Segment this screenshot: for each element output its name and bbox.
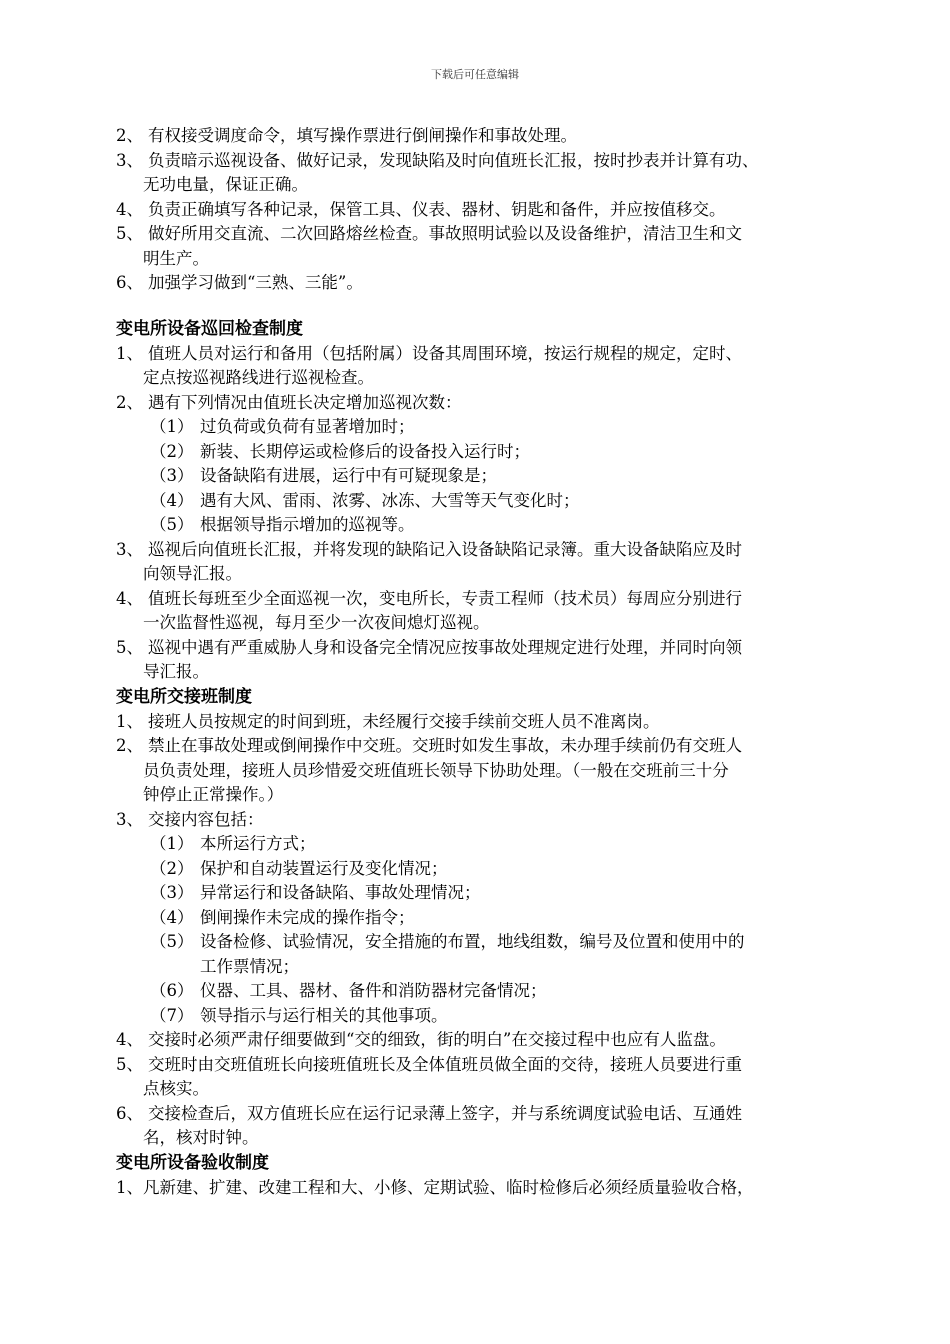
item-number: 5、 bbox=[116, 637, 143, 657]
item-continuation: 导汇报。 bbox=[143, 662, 209, 681]
list-item bbox=[116, 1102, 846, 1127]
item-number: 3、 bbox=[116, 809, 143, 829]
sub-item-text: 异常运行和设备缺陷、事故处理情况； bbox=[200, 883, 481, 902]
list-item bbox=[116, 391, 846, 416]
sub-item-number: （3） bbox=[150, 466, 194, 485]
sub-item bbox=[116, 415, 846, 440]
item-continuation: 定点按巡视路线进行巡视检查。 bbox=[143, 368, 374, 387]
item-continuation: 向领导汇报。 bbox=[143, 564, 242, 583]
item-text: 有权接受调度命令，填写操作票进行倒闸操作和事故处理。 bbox=[148, 126, 577, 145]
sub-item-number: （2） bbox=[150, 441, 194, 461]
sub-item-number: （3） bbox=[150, 883, 194, 902]
item-text: 加强学习做到“三熟、三能”。 bbox=[148, 273, 363, 292]
item-number: 2、 bbox=[116, 736, 143, 755]
sub-item bbox=[116, 1004, 846, 1029]
item-text: 巡视中遇有严重威胁人身和设备完全情况应按事故处理规定进行处理，并同时向领 bbox=[148, 637, 742, 657]
item-number: 3、 bbox=[116, 150, 143, 170]
item-continuation: 明生产。 bbox=[143, 248, 209, 268]
sub-item bbox=[116, 489, 846, 514]
list-item bbox=[116, 710, 846, 735]
sub-item bbox=[116, 906, 846, 931]
section-heading: 变电所设备巡回检查制度 bbox=[116, 318, 303, 339]
document-body bbox=[116, 124, 846, 1200]
sub-item-text: 领导指示与运行相关的其他事项。 bbox=[200, 1005, 448, 1025]
item-number: 6、 bbox=[116, 273, 143, 292]
sub-item-text: 设备检修、试验情况，安全措施的布置，地线组数，编号及位置和使用中的 bbox=[200, 932, 745, 951]
list-item bbox=[116, 1053, 846, 1078]
list-item bbox=[116, 222, 846, 247]
list-item bbox=[116, 124, 846, 149]
item-number: 2、 bbox=[116, 126, 143, 145]
list-item bbox=[116, 808, 846, 833]
sub-item bbox=[116, 930, 846, 955]
item-text: 遇有下列情况由值班长决定增加巡视次数： bbox=[148, 392, 462, 412]
item-text: 交接时必须严肃仔细要做到“交的细致，街的明白”在交接过程中也应有人监盘。 bbox=[148, 1030, 726, 1049]
sub-item-number: （2） bbox=[150, 858, 194, 878]
item-text: 做好所用交直流、二次回路熔丝检查。事故照明试验以及设备维护，清洁卫生和文 bbox=[148, 224, 742, 243]
sub-item bbox=[116, 440, 846, 465]
list-item bbox=[116, 342, 846, 367]
section-heading: 变电所设备验收制度 bbox=[116, 1152, 269, 1173]
page-header: 下载后可任意编辑 bbox=[431, 68, 519, 81]
item-number: 4、 bbox=[116, 588, 143, 608]
item-text: 交班时由交班值班长向接班值班长及全体值班员做全面的交待，接班人员要进行重 bbox=[148, 1054, 742, 1074]
item-number: 6、 bbox=[116, 1103, 143, 1123]
item-text: 交接内容包括： bbox=[148, 809, 264, 829]
item-continuation: 员负责处理，接班人员珍惜爱交班值班长领导下协助处理。（一般在交班前三十分 bbox=[143, 760, 729, 780]
sub-item-continuation: 工作票情况； bbox=[200, 956, 299, 976]
sub-item bbox=[116, 464, 846, 489]
sub-item-number: （6） bbox=[150, 981, 194, 1000]
sub-item bbox=[116, 979, 846, 1004]
item-text: 交接检查后，双方值班长应在运行记录薄上签字，并与系统调度试验电话、互通姓 bbox=[148, 1103, 742, 1123]
sub-item-number: （1） bbox=[150, 417, 194, 436]
item-number: 4、 bbox=[116, 199, 143, 219]
sub-item-text: 仪器、工具、器材、备件和消防器材完备情况； bbox=[200, 981, 547, 1000]
item-number: 5、 bbox=[116, 224, 143, 243]
list-item bbox=[116, 271, 846, 296]
item-text: 值班人员对运行和备用（包括附属）设备其周围环境，按运行规程的规定，定时、 bbox=[148, 343, 742, 363]
sub-item-text: 设备缺陷有进展，运行中有可疑现象是； bbox=[200, 466, 497, 485]
item-continuation: 点核实。 bbox=[143, 1079, 209, 1098]
sub-item-number: （4） bbox=[150, 490, 194, 510]
sub-item bbox=[116, 857, 846, 882]
list-item bbox=[116, 538, 846, 563]
item-text: 负责正确填写各种记录，保管工具、仪表、器材、钥匙和备件，并应按值移交。 bbox=[148, 199, 726, 219]
sub-item-text: 本所运行方式； bbox=[200, 834, 316, 853]
item-number: 4、 bbox=[116, 1030, 143, 1049]
item-continuation: 钟停止正常操作。） bbox=[143, 785, 284, 804]
item-number: 5、 bbox=[116, 1054, 143, 1074]
sub-item-text: 保护和自动装置运行及变化情况； bbox=[200, 858, 448, 878]
list-item bbox=[116, 636, 846, 661]
sub-item-number: （4） bbox=[150, 907, 194, 927]
sub-item-text: 倒闸操作未完成的操作指令； bbox=[200, 907, 415, 927]
sub-item-text: 根据领导指示增加的巡视等。 bbox=[200, 515, 415, 534]
item-text: 值班长每班至少全面巡视一次，变电所长，专责工程师（技术员）每周应分别进行 bbox=[148, 588, 742, 608]
item-continuation: 名，核对时钟。 bbox=[143, 1128, 259, 1147]
sub-item bbox=[116, 832, 846, 857]
list-item bbox=[116, 1028, 846, 1053]
sub-item bbox=[116, 513, 846, 538]
item-continuation: 一次监督性巡视，每月至少一次夜间熄灯巡视。 bbox=[143, 613, 490, 632]
item-number: 1、 bbox=[116, 711, 143, 731]
sub-item-number: （1） bbox=[150, 834, 194, 853]
list-item bbox=[116, 587, 846, 612]
item-number: 1、 bbox=[116, 343, 143, 363]
sub-item-text: 遇有大风、雷雨、浓雾、冰冻、大雪等天气变化时； bbox=[200, 490, 580, 510]
item-continuation: 无功电量，保证正确。 bbox=[143, 175, 308, 194]
item-text: 禁止在事故处理或倒闸操作中交班。交班时如发生事故，未办理手续前仍有交班人 bbox=[148, 736, 742, 755]
section-heading: 变电所交接班制度 bbox=[116, 686, 252, 707]
item-text: 接班人员按规定的时间到班，未经履行交接手续前交班人员不准离岗。 bbox=[148, 711, 660, 731]
item-number: 2、 bbox=[116, 392, 143, 412]
sub-item-number: （5） bbox=[150, 515, 194, 534]
list-item bbox=[116, 149, 846, 174]
sub-item-text: 新装、长期停运或检修后的设备投入运行时； bbox=[200, 441, 530, 461]
sub-item bbox=[116, 881, 846, 906]
list-item bbox=[116, 198, 846, 223]
list-item: 1、凡新建、扩建、改建工程和大、小修、定期试验、临时检修后必须经质量验收合格， bbox=[116, 1177, 754, 1197]
sub-item-number: （5） bbox=[150, 932, 194, 951]
item-text: 负责暗示巡视设备、做好记录，发现缺陷及时向值班长汇报，按时抄表并计算有功、 bbox=[148, 150, 759, 170]
item-text: 巡视后向值班长汇报，并将发现的缺陷记入设备缺陷记录簿。重大设备缺陷应及时 bbox=[148, 539, 742, 559]
item-number: 3、 bbox=[116, 539, 143, 559]
list-item bbox=[116, 734, 846, 759]
sub-item-number: （7） bbox=[150, 1005, 194, 1025]
sub-item-text: 过负荷或负荷有显著增加时； bbox=[200, 417, 415, 436]
